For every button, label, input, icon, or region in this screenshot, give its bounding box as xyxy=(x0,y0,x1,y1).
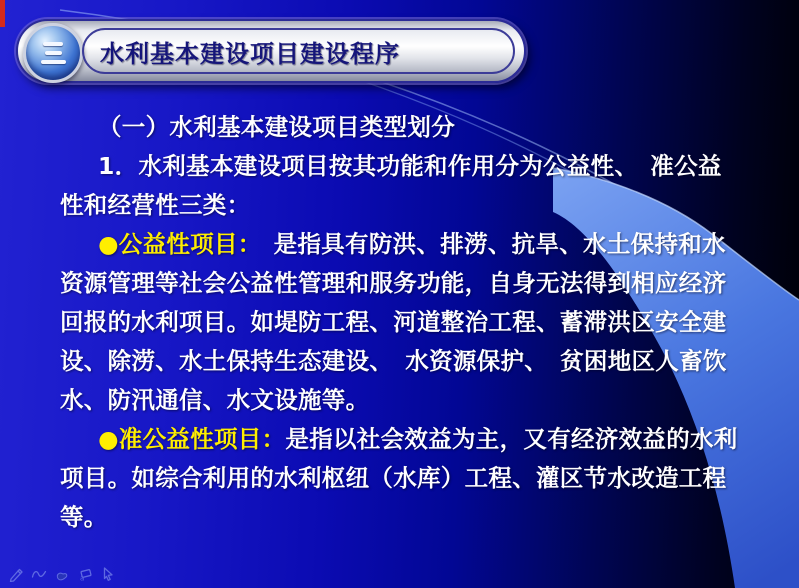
body-line xyxy=(60,459,766,498)
eraser-icon[interactable] xyxy=(77,566,93,582)
body-text: 是指具有防洪、排涝、抗旱、水土保持和水 xyxy=(249,230,726,258)
annotation-toolbar xyxy=(8,566,116,582)
body-line xyxy=(60,186,766,225)
bullet-label: ●公益性项目： xyxy=(98,230,250,258)
body-line xyxy=(60,147,766,186)
freeform-icon[interactable] xyxy=(31,566,47,582)
body-line xyxy=(60,342,766,381)
title-banner xyxy=(16,19,526,83)
bullet-label: ●准公益性项目： xyxy=(98,425,286,453)
body-text: 性和经营性三类： xyxy=(60,191,251,219)
body-text: 回报的水利项目。如堤防工程、河道整治工程、蓄滞洪区安全建 xyxy=(60,308,727,336)
pen-icon[interactable] xyxy=(8,566,24,582)
section-heading: （一）水利基本建设项目类型划分 xyxy=(98,113,455,141)
body-line xyxy=(60,498,766,537)
body-text: 资源管理等社会公益性管理和服务功能，自身无法得到相应经济 xyxy=(60,269,727,297)
title-frame xyxy=(82,28,515,74)
body-text: 水、防汛通信、水文设施等。 xyxy=(60,386,370,414)
cursor-icon[interactable] xyxy=(100,566,116,582)
slide-title: 水利基本建设项目建设程序 xyxy=(100,39,400,68)
brush-icon[interactable] xyxy=(54,566,70,582)
body-line xyxy=(60,303,766,342)
body-text: 等。 xyxy=(60,503,108,531)
body-text: 是指以社会效益为主，又有经济效益的水利 xyxy=(285,425,738,453)
body-line xyxy=(60,264,766,303)
body-line xyxy=(60,225,766,264)
red-corner-mark xyxy=(0,0,5,27)
slide-body xyxy=(60,108,766,537)
body-text: 1．水利基本建设项目按其功能和作用分为公益性、 准公益 xyxy=(98,152,722,180)
body-line xyxy=(60,420,766,459)
body-text: 项目。如综合利用的水利枢纽（水库）工程、灌区节水改造工程 xyxy=(60,464,727,492)
body-text: 设、除涝、水土保持生态建设、 水资源保护、 贫困地区人畜饮 xyxy=(60,347,727,375)
body-line xyxy=(60,381,766,420)
section-badge xyxy=(23,23,83,83)
svg-text:a: a xyxy=(80,574,85,582)
